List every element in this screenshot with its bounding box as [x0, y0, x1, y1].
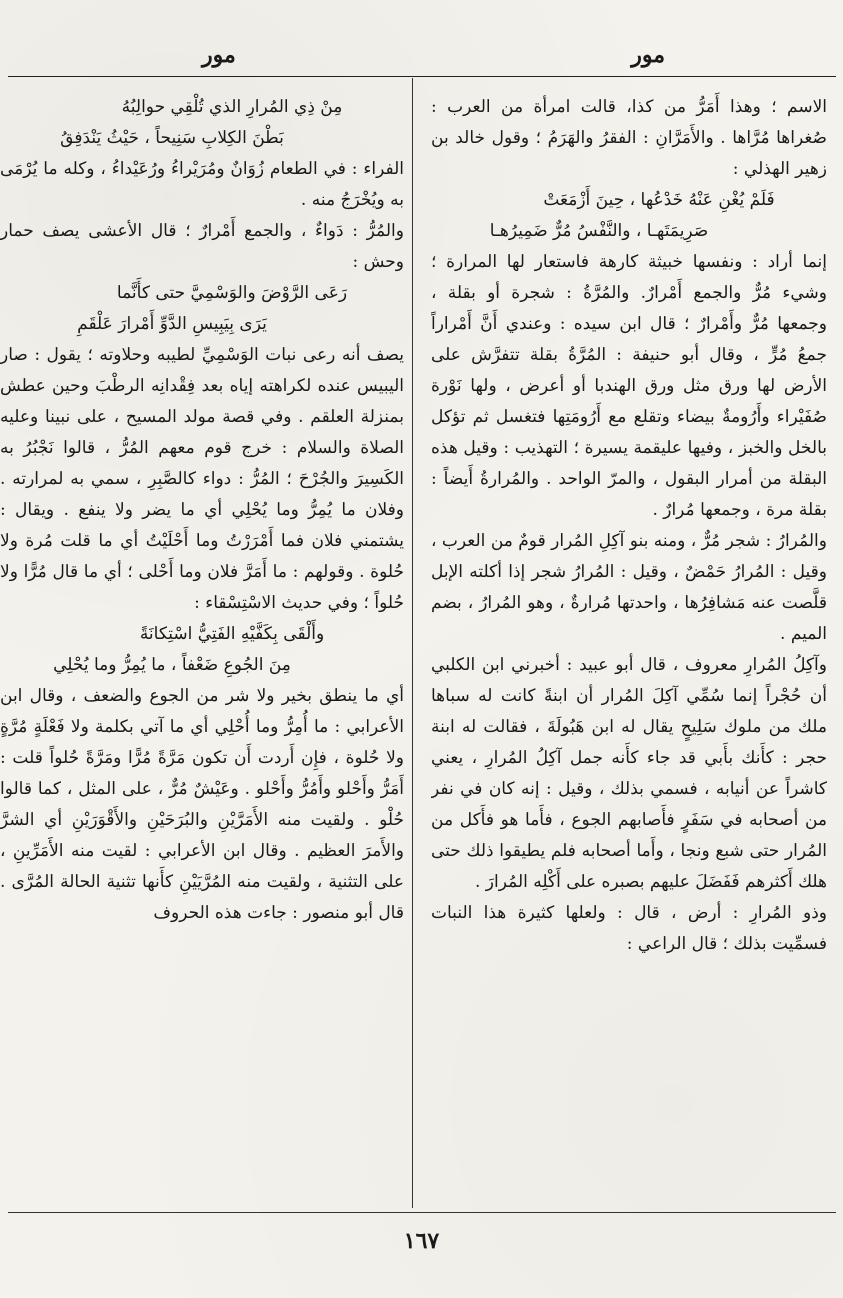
footer-rule	[8, 1212, 836, 1213]
paragraph: والمُرارُ : شجر مُرٌّ ، ومنه بنو آكِلِ المُرار قومٌ من العرب ، وقيل : المُرارُ حَمْضٌ ، وقيل : المُرارُ شجر إذا أكلته الإبل قلَّصت عنه مَشافِرُها ، واحدتها مُرارةٌ ، وهو المُرارُ ، بضم الميم .	[431, 531, 827, 644]
verse-line: مِنَ الجُوعِ ضَعْفاً ، ما يُمِرُّ وما يُحْلِي	[53, 655, 291, 675]
poem-verse	[0, 278, 404, 340]
header-right-word: مور	[631, 42, 665, 68]
left-column	[0, 92, 404, 1204]
paragraph: إنما أراد : ونفسها خبيثة كارهة فاستعار لها المرارة ؛ وشيء مُرٌّ والجمع أَمْرارٌ. والمُرَّةُ : شجرة أو بقلة ، وجمعها مُرٌّ وأَمْرارٌ ؛ قال ابن سيده : وعندي أَنَّ أَمْراراً جمعُ مُرٍّ ، وقال أبو حنيفة : المُرَّةُ بقلة تتفرَّش على الأرض لها ورق مثل ورق الهندبا أو أعرض ، ولها نَوْرة صُفَيْراء وأَرُومةٌ بيضاء وتقلع مع أَرُومَتِها فتغسل ثم تؤكل بالخل والخبز ، وفيها عليقمة يسيرة ؛ التهذيب : وقيل هذه البقلة من أمرار البقول ، والمرّ الواحد . والمُرارةُ أَيضاً : بقلة مرة ، وجمعها مُرارٌ .	[431, 252, 827, 520]
verse-line: رَعَى الرَّوْضَ والوَسْمِيَّ حتى كأَنَّما	[116, 283, 348, 303]
paragraph: والمُرُّ : دَواءٌ ، والجمع أَمْرارٌ ؛ قال الأعشى يصف حمار وحش :	[0, 221, 404, 272]
paragraph: وذو المُرارِ : أرض ، قال : ولعلها كثيرة هذا النبات فسمِّيت بذلك ؛ قال الراعي :	[431, 903, 827, 954]
header-left-word: مور	[202, 42, 236, 68]
page-number: ١٦٧	[403, 1228, 440, 1254]
verse-line: يَرَى بِيَبِيسِ الدَّوِّ أَمْرارَ عَلْقَمِ	[77, 314, 267, 334]
header-rule	[8, 76, 836, 77]
verse-line: مِنْ ذِي المُرارِ الذي تُلْقِي حوالِبُهُ	[121, 97, 343, 117]
paragraph: أي ما ينطق بخير ولا شر من الجوع والضعف ، وقال ابن الأعرابي : ما أُمِرُّ وما أُحْلِي أي ما آتي بكلمة ولا فَعْلَةٍ مُرَّةٍ ولا حُلوة ، فإِن أَردت أَن تكون مَرَّةً مُرًّا ومَرَّةً حُلواً قلت : أَمَرُّ وأَحْلو وأَمُرُّ وأَحْلو . وعَيْشٌ مُرٌّ ، على المثل ، كما قالوا حُلْو . ولقيت منه الأَمَرَّيْنِ والبُرَحَيْنِ والأَقْوَرَيْنِ أي الشرَّ والأَمرَ العظيم . وقال ابن الأعرابي : لقيت منه الأَمَرِّينِ ، على التثنية ، ولقيت منه المُرَّيَيْنِ كأَنها تثنية الحالة المُرَّى . قال أبو منصور : جاءت هذه الحروف	[0, 686, 404, 923]
verse-line: فَلَمْ يُغْنِ عَنْهُ خَدْعُها ، حِينَ أَزْمَعَتْ	[543, 190, 775, 210]
verse-line: وأَلْقَى بِكَفَّيْهِ الفَتِيُّ اسْتِكانَةً	[139, 624, 325, 644]
paragraph: الاسم ؛ وهذا أَمَرُّ من كذا، قالت امرأة من العرب : صُغراها مُرَّاها . والأَمَرَّانِ : الفقرُ والهَرَمُ ؛ وقول خالد بن زهير الهذلي :	[431, 97, 827, 179]
verse-line: بَطْنَ الكِلابِ سَنِيحاً ، حَيْثُ يَنْدَفِقُ	[60, 128, 284, 148]
column-divider	[412, 78, 413, 1208]
verse-line: صَرِيمَتَهـا ، والنَّفْسُ مُرٌّ ضَمِيرُهـا	[489, 221, 709, 241]
paragraph: يصف أنه رعى نبات الوَسْمِيِّ لطيبه وحلاوته ؛ يقول : صار اليبيس عنده لكراهته إياه بعد فِقْدانِه الرطْبَ وحين عطش بمنزلة العلقم . وفي قصة مولد المسيح ، على نبينا وعليه الصلاة والسلام : خرج قوم معهم المُرُّ ، قالوا نَجْبُرُ به الكَسِيرَ والجُرْحَ ؛ المُرُّ : دواء كالصَّبِرِ ، سمي به لمرارته . وفلان ما يُمِرُّ وما يُحْلِي أي ما يضر ولا ينفع . ويقال : يشتمني فلان فما أَمْرَرْتُ وما أَحْلَيْتُ أي ما قلت مُرة ولا حُلوة . وقولهم : ما أَمَرَّ فلان وما أَحْلى ؛ أي ما قال مُرًّا ولا حُلواً ؛ وفي حديث الاسْتِسْقاء :	[0, 345, 404, 613]
poem-verse	[0, 92, 404, 154]
right-column	[431, 92, 827, 1204]
poem-verse	[0, 619, 404, 681]
paragraph: وآكِلُ المُرارِ معروف ، قال أبو عبيد : أخبرني ابن الكلبي أن حُجْراً إنما سُمِّي آكِلَ المُرار أن ابنةً كانت له سباها ملك من ملوك سَلِيحٍ يقال له ابن هَبُولَةَ ، فقالت له ابنة حجر : كأَنك بأَبي قد جاء كأَنه جمل آكِلُ المُرارِ ، يعني كاشراً عن أنيابه ، فسمي بذلك ، وقيل : إنه كان في نفر من أصحابه في سَفَرٍ فأَصابهم الجوع ، فأَما هو فأَكل من المُرار حتى شبع ونجا ، وأَما أصحابه فلم يطيقوا ذلك حتى هلك أَكثرهم فَفَضَلَ عليهم بصبره على أَكْلِه المُرارَ .	[431, 655, 827, 892]
paragraph: الفراء : في الطعام زُوَانٌ ومُرَيْراءُ ورُعَيْداءُ ، وكله ما يُرْمَى به ويُخْرَجُ منه .	[0, 159, 404, 210]
poem-verse	[431, 185, 827, 247]
